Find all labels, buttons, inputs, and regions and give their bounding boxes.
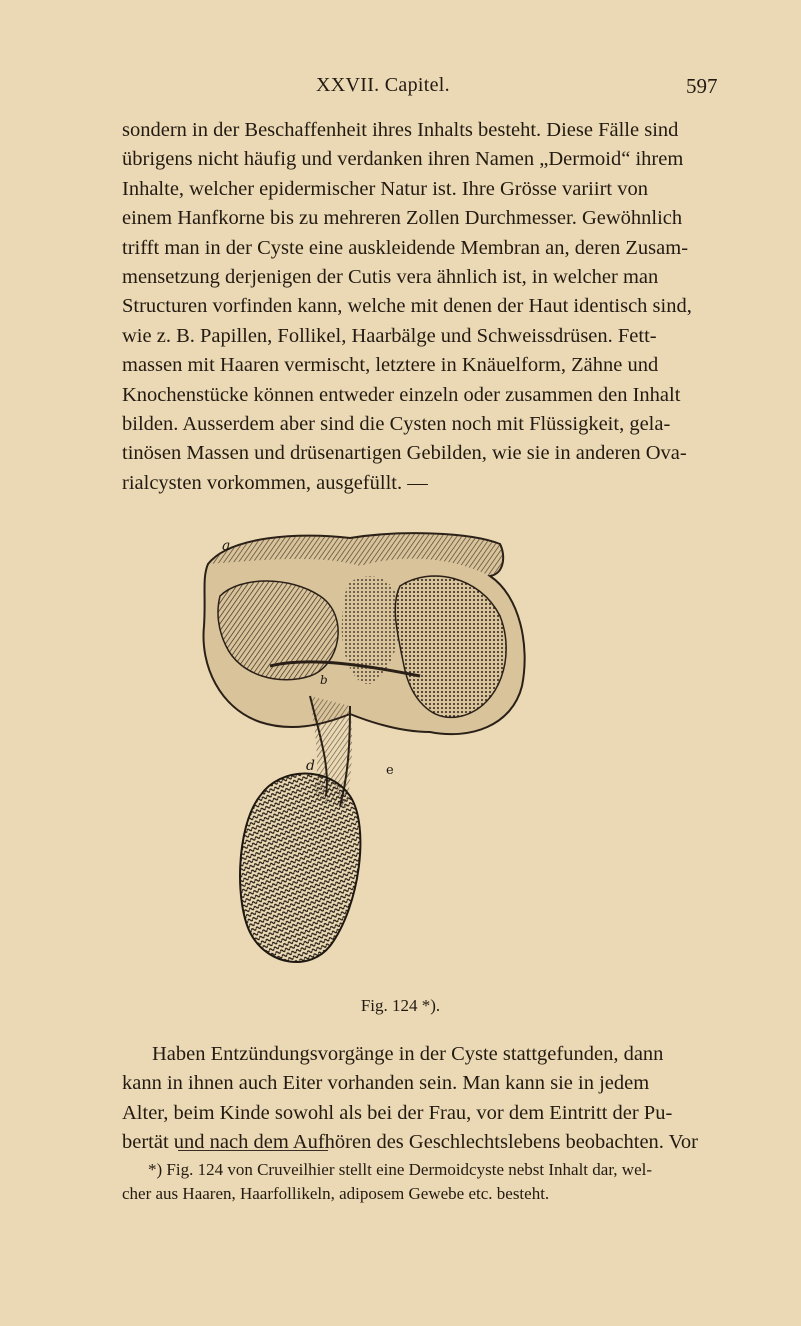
text-line: Knochenstücke können entweder einzeln oder zusammen den Inhalt (122, 383, 681, 406)
dermoid-cyst-illustration (200, 526, 540, 976)
text-line: Structuren vorfinden kann, welche mit denen der Haut identisch sind, (122, 295, 692, 318)
text-line: trifft man in der Cyste eine auskleidende Membran an, deren Zusam- (122, 236, 689, 259)
text-line: Alter, beim Kinde sowohl als bei der Frau, vor dem Eintritt der Pu- (122, 1101, 673, 1124)
footnote (122, 1158, 710, 1206)
page-number: 597 (686, 74, 718, 98)
text-line: bertät und nach dem Aufhören des Geschlechtslebens beobachten. Vor (122, 1131, 698, 1154)
text-line: übrigens nicht häufig und verdanken ihren Namen „Dermoid“ ihrem (122, 148, 684, 171)
text-line: tinösen Massen und drüsenartigen Gebilden, wie sie in anderen Ova- (122, 442, 687, 465)
paragraph-2 (122, 1040, 710, 1158)
paragraph-1 (122, 116, 710, 498)
text-line: wie z. B. Papillen, Follikel, Haarbälge und Schweissdrüsen. Fett- (122, 324, 657, 347)
figure-label-b: b (320, 673, 328, 687)
figure-label-d: d (306, 758, 315, 774)
footnote-divider (178, 1150, 328, 1151)
figure-label-a: a (222, 538, 231, 554)
text-line: Haben Entzündungsvorgänge in der Cyste stattgefunden, dann (152, 1043, 664, 1065)
figure-label-e: e (386, 763, 394, 778)
running-header (0, 74, 801, 104)
figure-caption: Fig. 124 *). (360, 996, 441, 1015)
footnote-line: cher aus Haaren, Haarfollikeln, adiposem Gewebe etc. besteht. (122, 1184, 550, 1203)
text-line: mensetzung derjenigen der Cutis vera ähnlich ist, in welcher man (122, 266, 659, 289)
text-line: massen mit Haaren vermischt, letztere in Knäuelform, Zähne und (122, 354, 659, 377)
text-line: bilden. Ausserdem aber sind die Cysten noch mit Flüssigkeit, gela- (122, 413, 671, 436)
chapter-title: XXVII. Capitel. (316, 74, 450, 96)
text-line: Inhalte, welcher epidermischer Natur ist. Ihre Grösse variirt von (122, 177, 648, 200)
text-line: einem Hanfkorne bis zu mehreren Zollen Durchmesser. Gewöhnlich (122, 207, 683, 230)
text-line: sondern in der Beschaffenheit ihres Inhalts besteht. Diese Fälle sind (122, 119, 679, 141)
footnote-line: *) Fig. 124 von Cruveilhier stellt eine Dermoidcyste nebst Inhalt dar, wel- (148, 1160, 653, 1179)
text-line: kann in ihnen auch Eiter vorhanden sein. Man kann sie in jedem (122, 1072, 650, 1095)
text-line: rialcysten vorkommen, ausgefüllt. — (122, 471, 428, 494)
